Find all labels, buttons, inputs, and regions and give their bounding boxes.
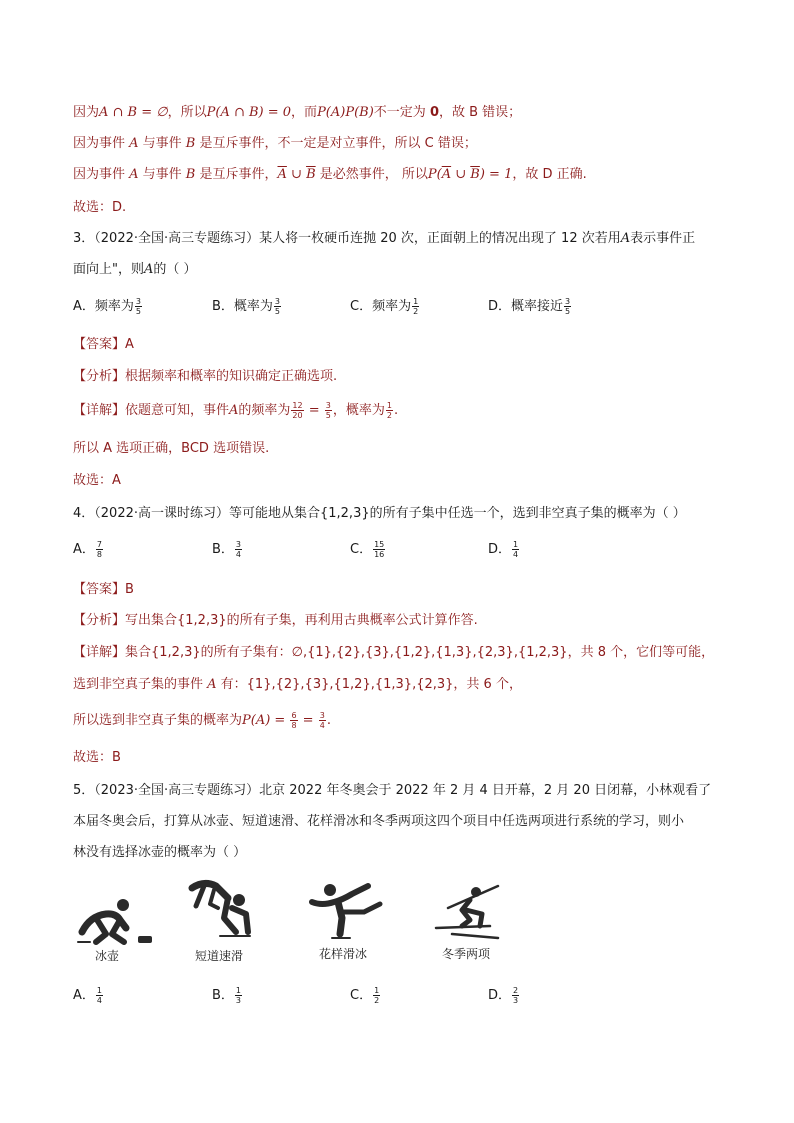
math: B [185, 167, 196, 182]
numerator: 3 [325, 401, 331, 410]
text: . [326, 713, 331, 728]
text: 是互斥事件， [195, 167, 278, 182]
fraction [235, 540, 242, 559]
q4-choice: 故选：B [73, 750, 121, 765]
q3-conclusion: 所以 A 选项正确，BCD 选项错误. [73, 441, 270, 456]
math: = [298, 713, 318, 728]
text: 因为事件 [73, 167, 130, 182]
numerator: 2 [513, 986, 519, 995]
denominator: 3 [513, 996, 519, 1005]
option-label: B． [212, 542, 234, 557]
text: ，故 D 正确. [512, 167, 587, 182]
fraction [412, 297, 419, 316]
q4-detail-2 [73, 675, 522, 695]
text: 是互斥事件，不一定是对立事件，所以 C 错误； [195, 136, 477, 151]
sport-caption-biathlon: 冬季两项 [442, 947, 491, 961]
denominator: 5 [325, 411, 331, 420]
q4-stem: 4．（2022·高一课时练习）等可能地从集合{1,2,3}的所有子集中任选一个，选到非空真子集的概率为（ ） [73, 506, 686, 521]
math: $\overline{B}$ [306, 167, 316, 182]
q5-option-a [73, 986, 104, 1006]
q3-option-a [73, 297, 143, 317]
text: 所以选到非空真子集的概率为 [73, 713, 243, 728]
q5-option-c [350, 986, 381, 1006]
q3-stem-line-2 [73, 260, 197, 280]
text: 因为 [73, 105, 100, 120]
fraction [135, 297, 142, 316]
math: A ∩ B = ∅ [99, 105, 168, 120]
math: A [620, 231, 631, 246]
math: ∪ [286, 167, 307, 182]
prev-line-1 [73, 103, 521, 123]
q5-option-d [488, 986, 520, 1006]
denominator: 5 [274, 307, 281, 316]
numerator: 1 [96, 986, 102, 995]
sport-caption-short-track: 短道速滑 [195, 949, 244, 963]
denominator: 5 [565, 307, 571, 316]
denominator: 4 [96, 996, 102, 1005]
math: $\overline{A}$ [441, 167, 452, 182]
denominator: 2 [386, 411, 392, 420]
text: ，故 B 错误； [438, 105, 522, 120]
q4-option-c [350, 540, 386, 560]
prev-line-3 [73, 165, 587, 185]
text: 【详解】依题意可知，事件 [73, 403, 230, 418]
denominator: 2 [413, 307, 419, 316]
option-label: C．频率为 [350, 299, 412, 314]
numerator: 3 [235, 540, 242, 549]
option-label: D． [488, 542, 512, 557]
q3-choice: 故选：A [73, 473, 121, 488]
math: ∪ [451, 167, 471, 182]
denominator: 4 [513, 550, 519, 559]
fraction [512, 540, 519, 559]
q4-option-d [488, 540, 520, 560]
q5-option-b [212, 986, 243, 1006]
text: 选到非空真子集的事件 [73, 677, 208, 692]
math: $\overline{A}$ [277, 167, 287, 182]
figure-skating-pictogram-icon [308, 882, 390, 942]
numerator: 1 [513, 540, 519, 549]
option-label: A． [73, 988, 95, 1003]
text: 3．（2022·全国·高三专题练习）某人将一枚硬币连抛 20 次，正面朝上的情况出现了 12 次若用 [73, 231, 621, 246]
math: A [229, 403, 239, 418]
denominator: 16 [374, 550, 385, 559]
q4-option-a [73, 540, 104, 560]
fraction [386, 401, 393, 420]
numerator: 15 [374, 540, 385, 549]
sport-caption-figure-skating: 花样滑冰 [319, 947, 368, 961]
denominator: 4 [235, 550, 242, 559]
q3-option-b [212, 297, 282, 317]
fraction [325, 401, 332, 420]
option-label: A．频率为 [73, 299, 134, 314]
denominator: 4 [319, 721, 325, 730]
fraction [235, 986, 242, 1005]
text: 有：{1},{2},{3},{1,2},{1,3},{2,3}，共 6 个， [216, 677, 522, 692]
option-label: C． [350, 988, 373, 1003]
short-track-speed-skating-pictogram-icon [184, 878, 264, 940]
fraction [373, 986, 380, 1005]
curling-pictogram-icon [76, 898, 156, 946]
numerator: 1 [413, 297, 419, 306]
option-label: B． [212, 988, 234, 1003]
numerator: 7 [96, 540, 102, 549]
denominator: 2 [374, 996, 380, 1005]
q3-option-d [488, 297, 572, 317]
prev-line-2 [73, 134, 477, 154]
fraction [319, 711, 326, 730]
math: P( [427, 167, 442, 182]
q3-analysis: 【分析】根据频率和概率的知识确定正确选项. [73, 369, 338, 384]
fraction [564, 297, 571, 316]
q3-detail [73, 401, 398, 421]
text: 的频率为 [238, 403, 291, 418]
q5-stem-line-3: 林没有选择冰壶的概率为（ ） [73, 845, 247, 860]
math: A [129, 167, 139, 182]
fraction [291, 401, 303, 420]
denominator: 5 [135, 307, 141, 316]
sport-caption-curling: 冰壶 [95, 949, 120, 963]
math: A [129, 136, 139, 151]
math: P(A)P(B) [317, 105, 374, 120]
q3-stem-line-1 [73, 229, 695, 249]
fraction [290, 711, 297, 730]
math: A [207, 677, 217, 692]
numerator: 1 [235, 986, 242, 995]
text: 与事件 [138, 136, 186, 151]
numerator: 12 [292, 401, 303, 410]
math: B [185, 136, 196, 151]
math: $\overline{B}$ [470, 167, 480, 182]
text: 因为事件 [73, 136, 130, 151]
numerator: 3 [319, 711, 325, 720]
option-label: C． [350, 542, 373, 557]
q3-option-c [350, 297, 420, 317]
numerator: 1 [374, 986, 380, 995]
option-label: B．概率为 [212, 299, 273, 314]
fraction [96, 986, 103, 1005]
math: P(A ∩ B) = 0 [206, 105, 292, 120]
text: 是必然事件， 所以 [315, 167, 428, 182]
q4-answer: 【答案】B [73, 582, 134, 597]
denominator: 20 [292, 411, 303, 420]
denominator: 8 [291, 721, 297, 730]
q4-option-b [212, 540, 243, 560]
math: = [304, 403, 324, 418]
fraction [512, 986, 519, 1005]
text: ，而 [291, 105, 318, 120]
numerator: 3 [274, 297, 281, 306]
text: 面向上"，则 [73, 262, 144, 277]
text: 表示事件正 [630, 231, 696, 246]
fraction [274, 297, 281, 316]
text: 的（ ） [153, 262, 197, 277]
numerator: 3 [565, 297, 571, 306]
math: ) = 1 [479, 167, 513, 182]
math: P(A) = [242, 713, 290, 728]
text: 与事件 [138, 167, 186, 182]
math: A [143, 262, 154, 277]
q4-detail-3 [73, 711, 331, 731]
text: ，所以 [167, 105, 207, 120]
fraction [373, 540, 385, 559]
text: 0 [429, 105, 439, 120]
denominator: 8 [96, 550, 102, 559]
fraction [96, 540, 103, 559]
q4-analysis: 【分析】写出集合{1,2,3}的所有子集，再利用古典概率公式计算作答. [73, 613, 478, 628]
text: . [393, 403, 399, 418]
numerator: 6 [291, 711, 297, 720]
q3-answer: 【答案】A [73, 337, 134, 352]
biathlon-pictogram-icon [432, 880, 504, 942]
q5-stem-line-1: 5．（2023·全国·高三专题练习）北京 2022 年冬奥会于 2022 年 2 月 4 日开幕，2 月 20 日闭幕，小林观看了 [73, 783, 712, 798]
q5-stem-line-2: 本届冬奥会后，打算从冰壶、短道速滑、花样滑冰和冬季两项这四个项目中任选两项进行系统的学习，则小 [73, 814, 685, 829]
text: 不一定为 [373, 105, 430, 120]
q4-detail-1: 【详解】集合{1,2,3}的所有子集有：∅,{1},{2},{3},{1,2},{1,3},{2,3},{1,2,3}，共 8 个，它们等可能， [73, 645, 715, 660]
option-label: A． [73, 542, 95, 557]
numerator: 1 [386, 401, 392, 410]
prev-choice: 故选：D. [73, 200, 127, 215]
text: ，概率为 [332, 403, 385, 418]
denominator: 3 [235, 996, 242, 1005]
option-label: D．概率接近 [488, 299, 564, 314]
numerator: 3 [135, 297, 141, 306]
option-label: D． [488, 988, 512, 1003]
